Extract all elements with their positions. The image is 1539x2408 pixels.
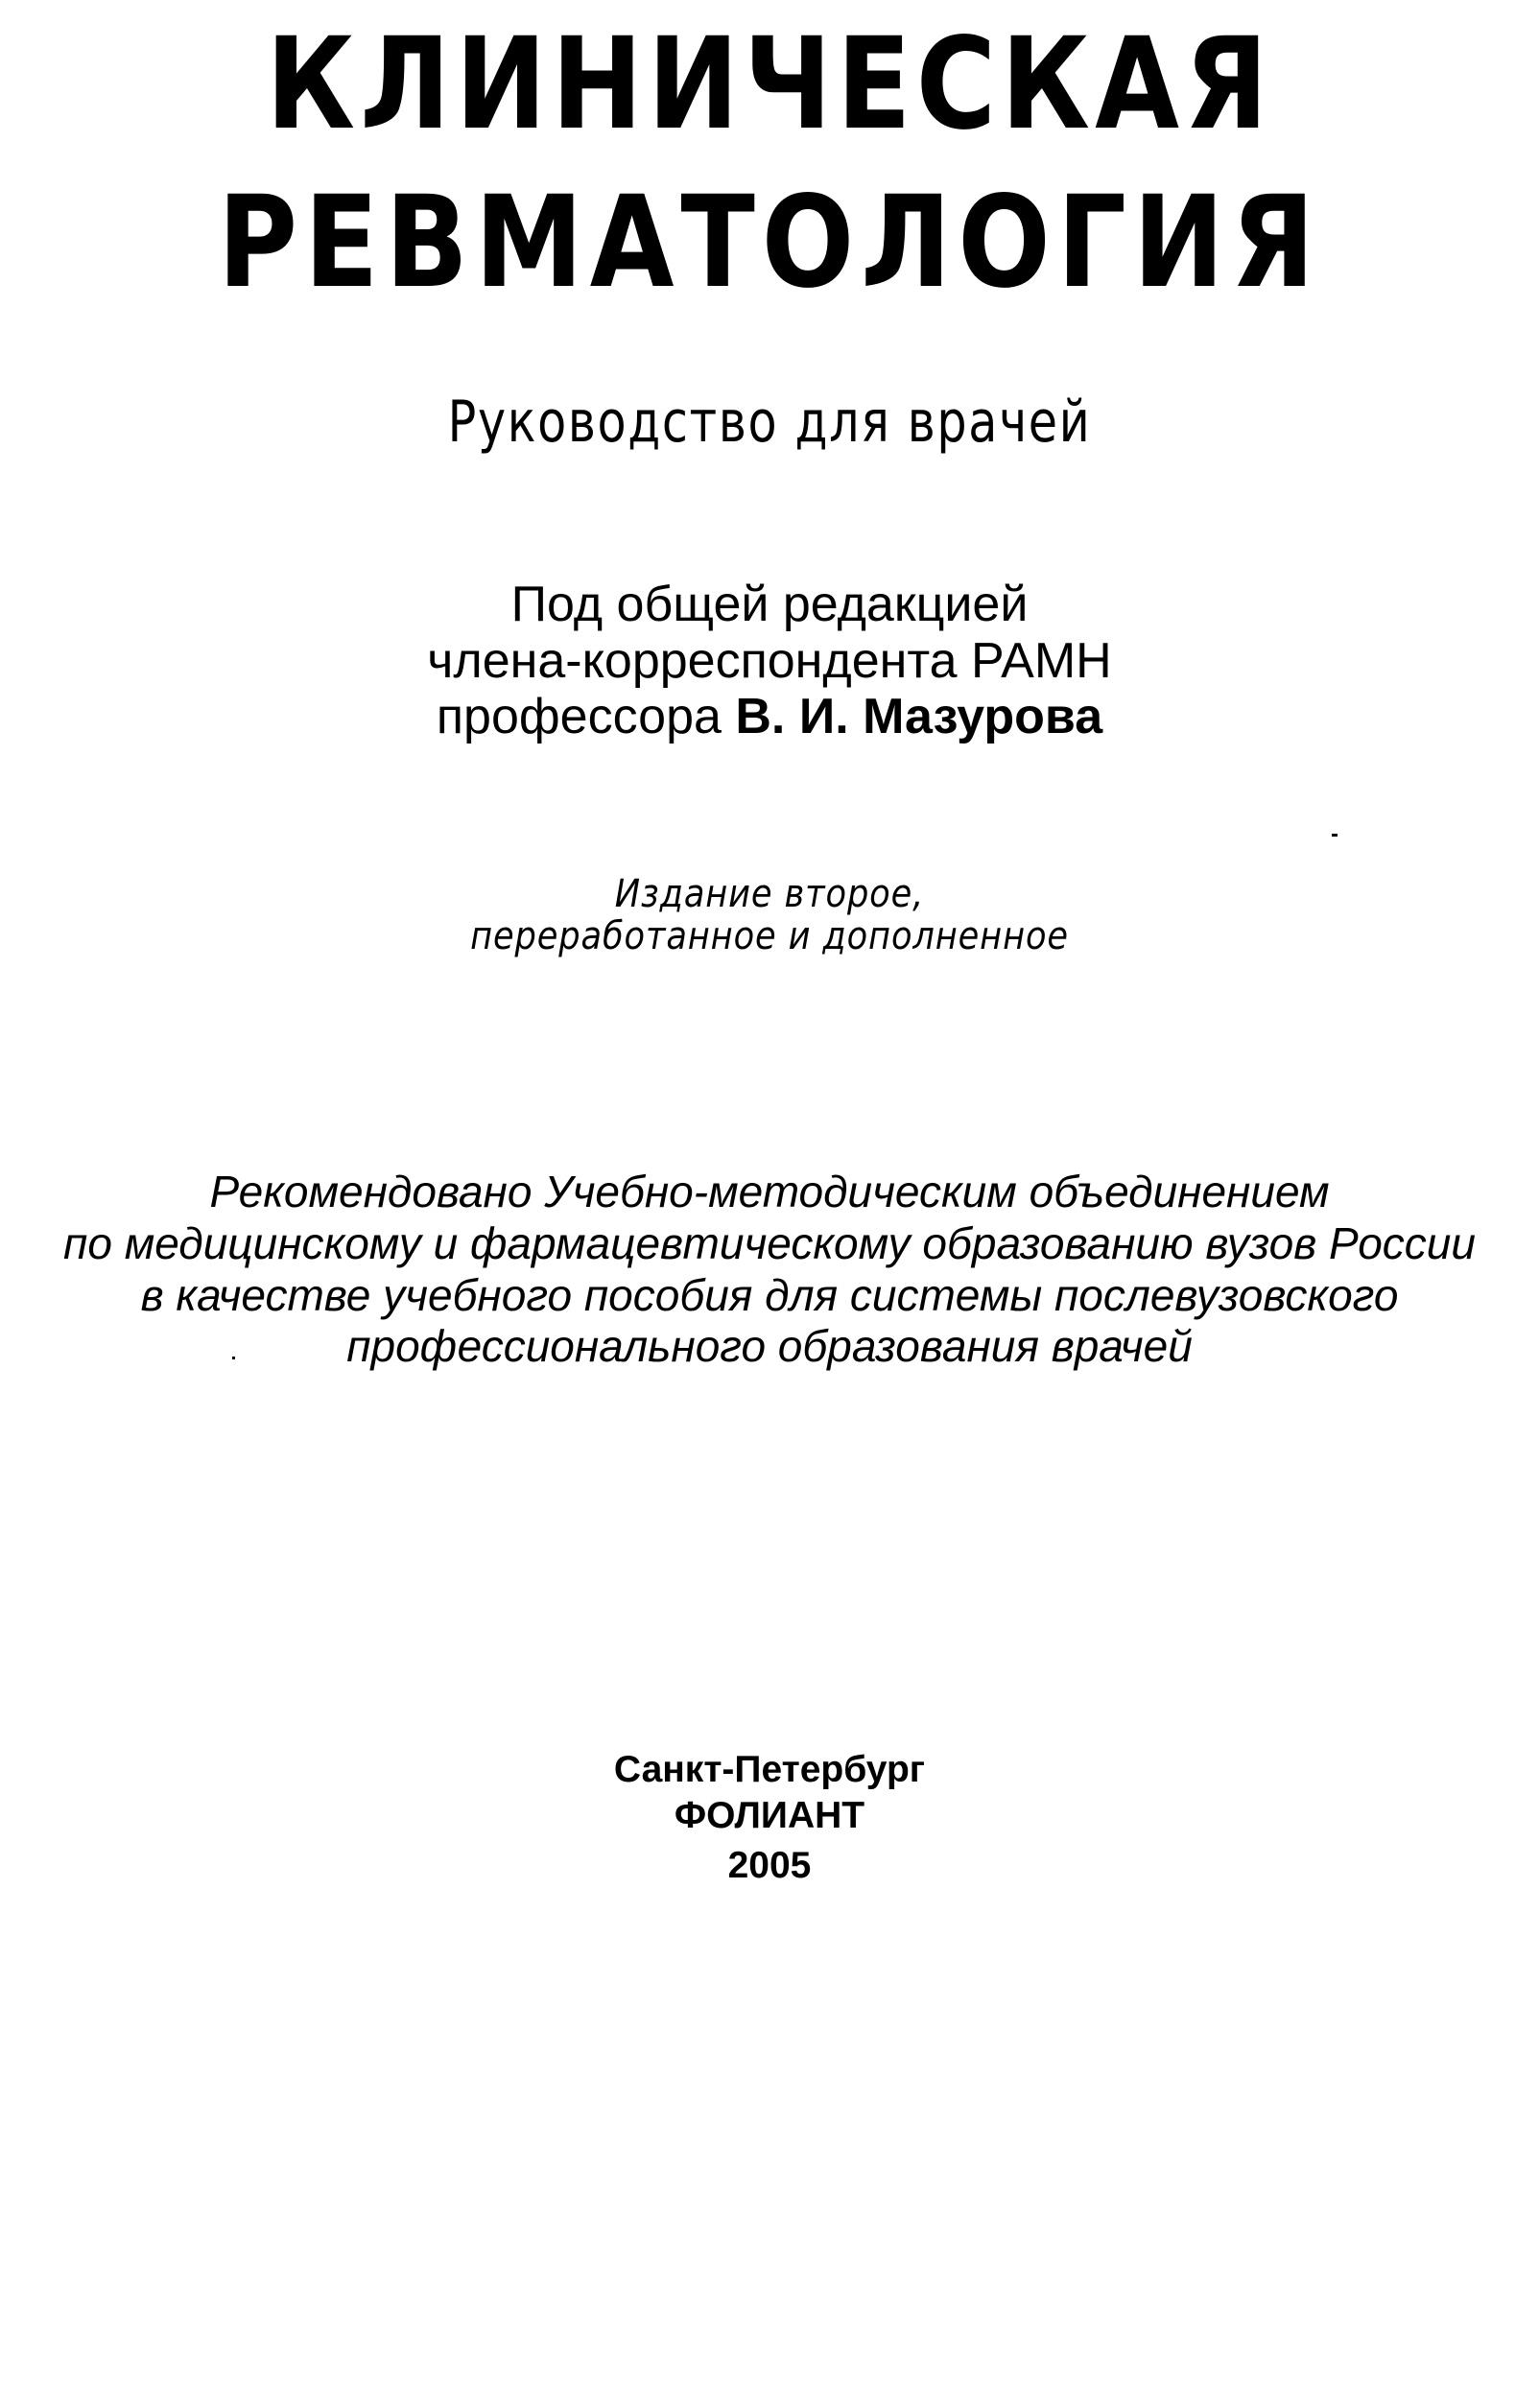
editor-title: профессора bbox=[436, 689, 736, 744]
publisher-city: Санкт-Петербург bbox=[613, 1749, 926, 1790]
edition-line-1: Издание второе, bbox=[614, 872, 925, 916]
editor-line-2: члена-корреспондента РАМН bbox=[427, 633, 1112, 689]
editor-line-3 bbox=[0, 689, 1539, 744]
publication-year: 2005 bbox=[727, 1845, 812, 1886]
book-title-line-1: КЛИНИЧЕСКАЯ bbox=[266, 11, 1273, 158]
editor-name: В. И. Мазурова bbox=[735, 689, 1103, 744]
editor-line-1: Под общей редакцией bbox=[510, 577, 1029, 632]
scan-speck bbox=[232, 1357, 235, 1359]
edition-line-2: переработанное и дополненное bbox=[470, 914, 1069, 958]
recommendation-line-4: профессионального образования врачей bbox=[346, 1321, 1193, 1371]
publisher-name: ФОЛИАНТ bbox=[674, 1795, 865, 1836]
recommendation-line-1: Рекомендовано Учебно-методическим объединением bbox=[209, 1167, 1330, 1216]
recommendation-line-2: по медицинскому и фармацевтическому образованию вузов России bbox=[63, 1218, 1476, 1268]
recommendation-line-3: в качестве учебного пособия для системы послевузовского bbox=[140, 1270, 1399, 1320]
scan-speck bbox=[1332, 834, 1338, 837]
book-title-line-2: РЕВМАТОЛОГИЯ bbox=[217, 169, 1322, 317]
book-subtitle: Руководство для врачей bbox=[447, 389, 1092, 456]
